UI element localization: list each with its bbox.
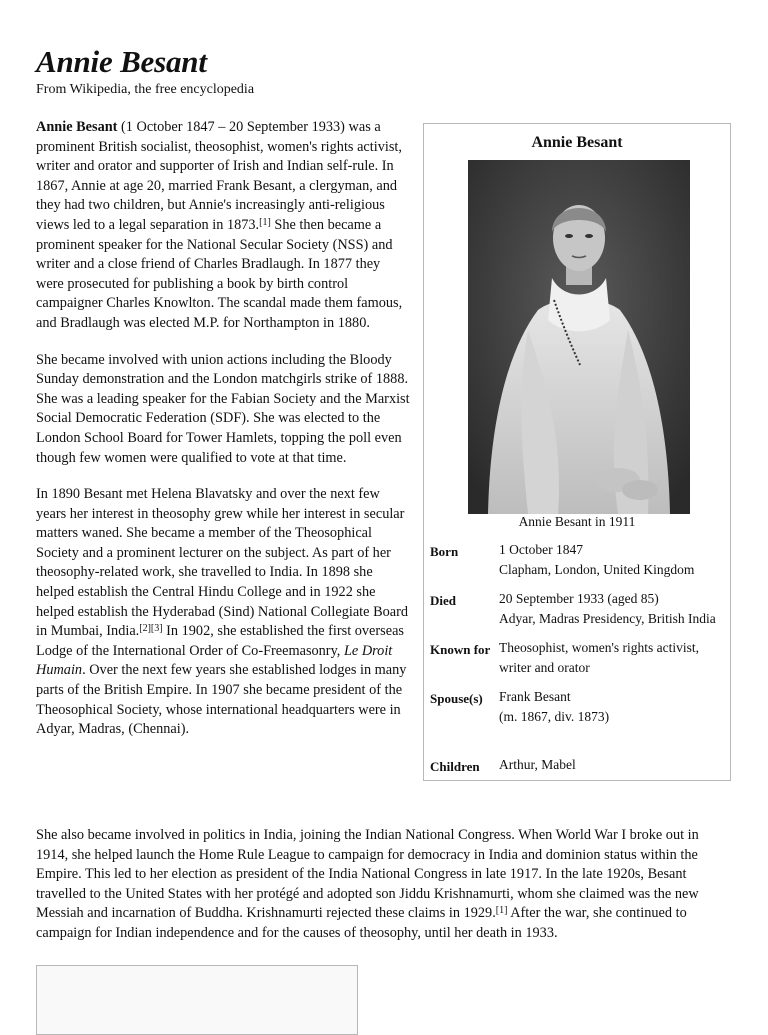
known-for-line: writer and orator [499,659,590,675]
infobox-label: Born [430,544,459,559]
infobox-value [499,755,724,775]
reference-link[interactable]: [2][3] [139,623,163,635]
infobox-value [499,638,724,677]
image-caption: Annie Besant in 1911 [518,514,636,529]
known-for-line: Theosophist, women's rights activist, [499,640,700,655]
page-title: Annie Besant [36,44,207,79]
reference-link[interactable]: [1] [495,905,508,917]
politics-text-2: After the war, she continued to campaign for Indian independence and for the causes of theosophy, until her death in 1933. [36,905,687,941]
lodge-name: Le Droit Humain [36,642,393,679]
death-date: 20 September 1933 (aged 85) [499,591,659,606]
infobox-title: Annie Besant [531,134,623,151]
marriage-dates: (m. 1867, div. 1873) [499,708,610,724]
theosophy-text-3: . Over the next few years she established lodges in many parts of the British Empire. In 1907 she became president of the Theosophical Society, whose international headquarters were in Adyar, Madras, (Chennai). [36,662,407,738]
subject-name: Annie Besant [36,119,118,135]
intro-paragraph [36,118,410,334]
theosophy-text-2: In 1902, she established the first overseas Lodge of the International Order of Co-Freemasonry, [36,623,404,659]
page-tagline: From Wikipedia, the free encyclopedia [36,82,255,97]
intro-text-2: She then became a prominent speaker for the National Secular Society (NSS) and writer and a close friend of Charles Bradlaugh. In 1877 they were prosecuted for publishing a book by birth control campaigner Charles Knowlton. The scandal made them famous, and Bradlaugh was elected M.P. for Northampton in 1880. [36,216,403,331]
infobox-label: Died [430,593,456,608]
infobox-label: Spouse(s) [430,691,483,706]
infobox-label: Known for [430,642,491,657]
article-body-full [36,826,732,944]
children-names: Arthur, Mabel [499,757,576,772]
infobox-label: Children [430,759,480,774]
theosophy-paragraph [36,485,410,740]
article-body-left [36,118,410,757]
infobox-value [499,687,724,726]
birth-date: 1 October 1847 [499,542,583,557]
union-paragraph: She became involved with union actions including the Bloody Sunday demonstration and the London matchgirls strike of 1888. She was a leading speaker for the Fabian Society and the Marxist Social Democratic Federation (SDF). She was elected to the London School Board for Tower Hamlets, topping the poll even though few women were qualified to vote at that time. [36,351,410,466]
politics-text-1: She also became involved in politics in India, joining the Indian National Congress. When World War I broke out in 1914, she helped launch the Home Rule League to campaign for democracy in India and dominion status within the Empire. This led to her election as president of the India National Congress in late 1917. In the late 1920s, Besant travelled to the United States with her protégé and adopted son Jiddu Krishnamurti, whom she claimed was the new Messiah and incarnation of Buddha. Krishnamurti rejected these claims in 1929. [36,827,699,922]
theosophy-text-1: In 1890 Besant met Helena Blavatsky and over the next few years her interest in theosophy grew while her interest in secular matters waned. She became a member of the Theosophical Society and a prominent lecturer on the subject. As part of her theosophy-related work, she travelled to India. In 1898 she helped establish the Central Hindu College and in 1922 she helped establish the Hyderabad (Sind) National Collegiate Board in Mumbai, India. [36,486,409,640]
infobox [423,123,731,781]
birth-place[interactable]: Clapham, London, United Kingdom [499,561,695,577]
politics-paragraph [36,826,732,944]
intro-text-1: (1 October 1847 – 20 September 1933) was a prominent British socialist, theosophist, women's rights activist, writer and orator and supporter of Irish and Indian self-rule. In 1867, Annie at age 20, married Frank Besant, a clergyman, and they had two children, but Annie's increasingly anti-religious views led to a legal separation in 1873. [36,119,402,233]
spouse-name[interactable]: Frank Besant [499,689,571,704]
infobox-value [499,589,724,628]
portrait-image[interactable] [468,160,690,514]
infobox-value [499,540,724,579]
table-of-contents-box[interactable] [36,965,358,1035]
death-place[interactable]: Adyar, Madras Presidency, British India [499,610,716,626]
portrait-illustration [468,160,690,514]
reference-link[interactable]: [1] [259,216,271,228]
